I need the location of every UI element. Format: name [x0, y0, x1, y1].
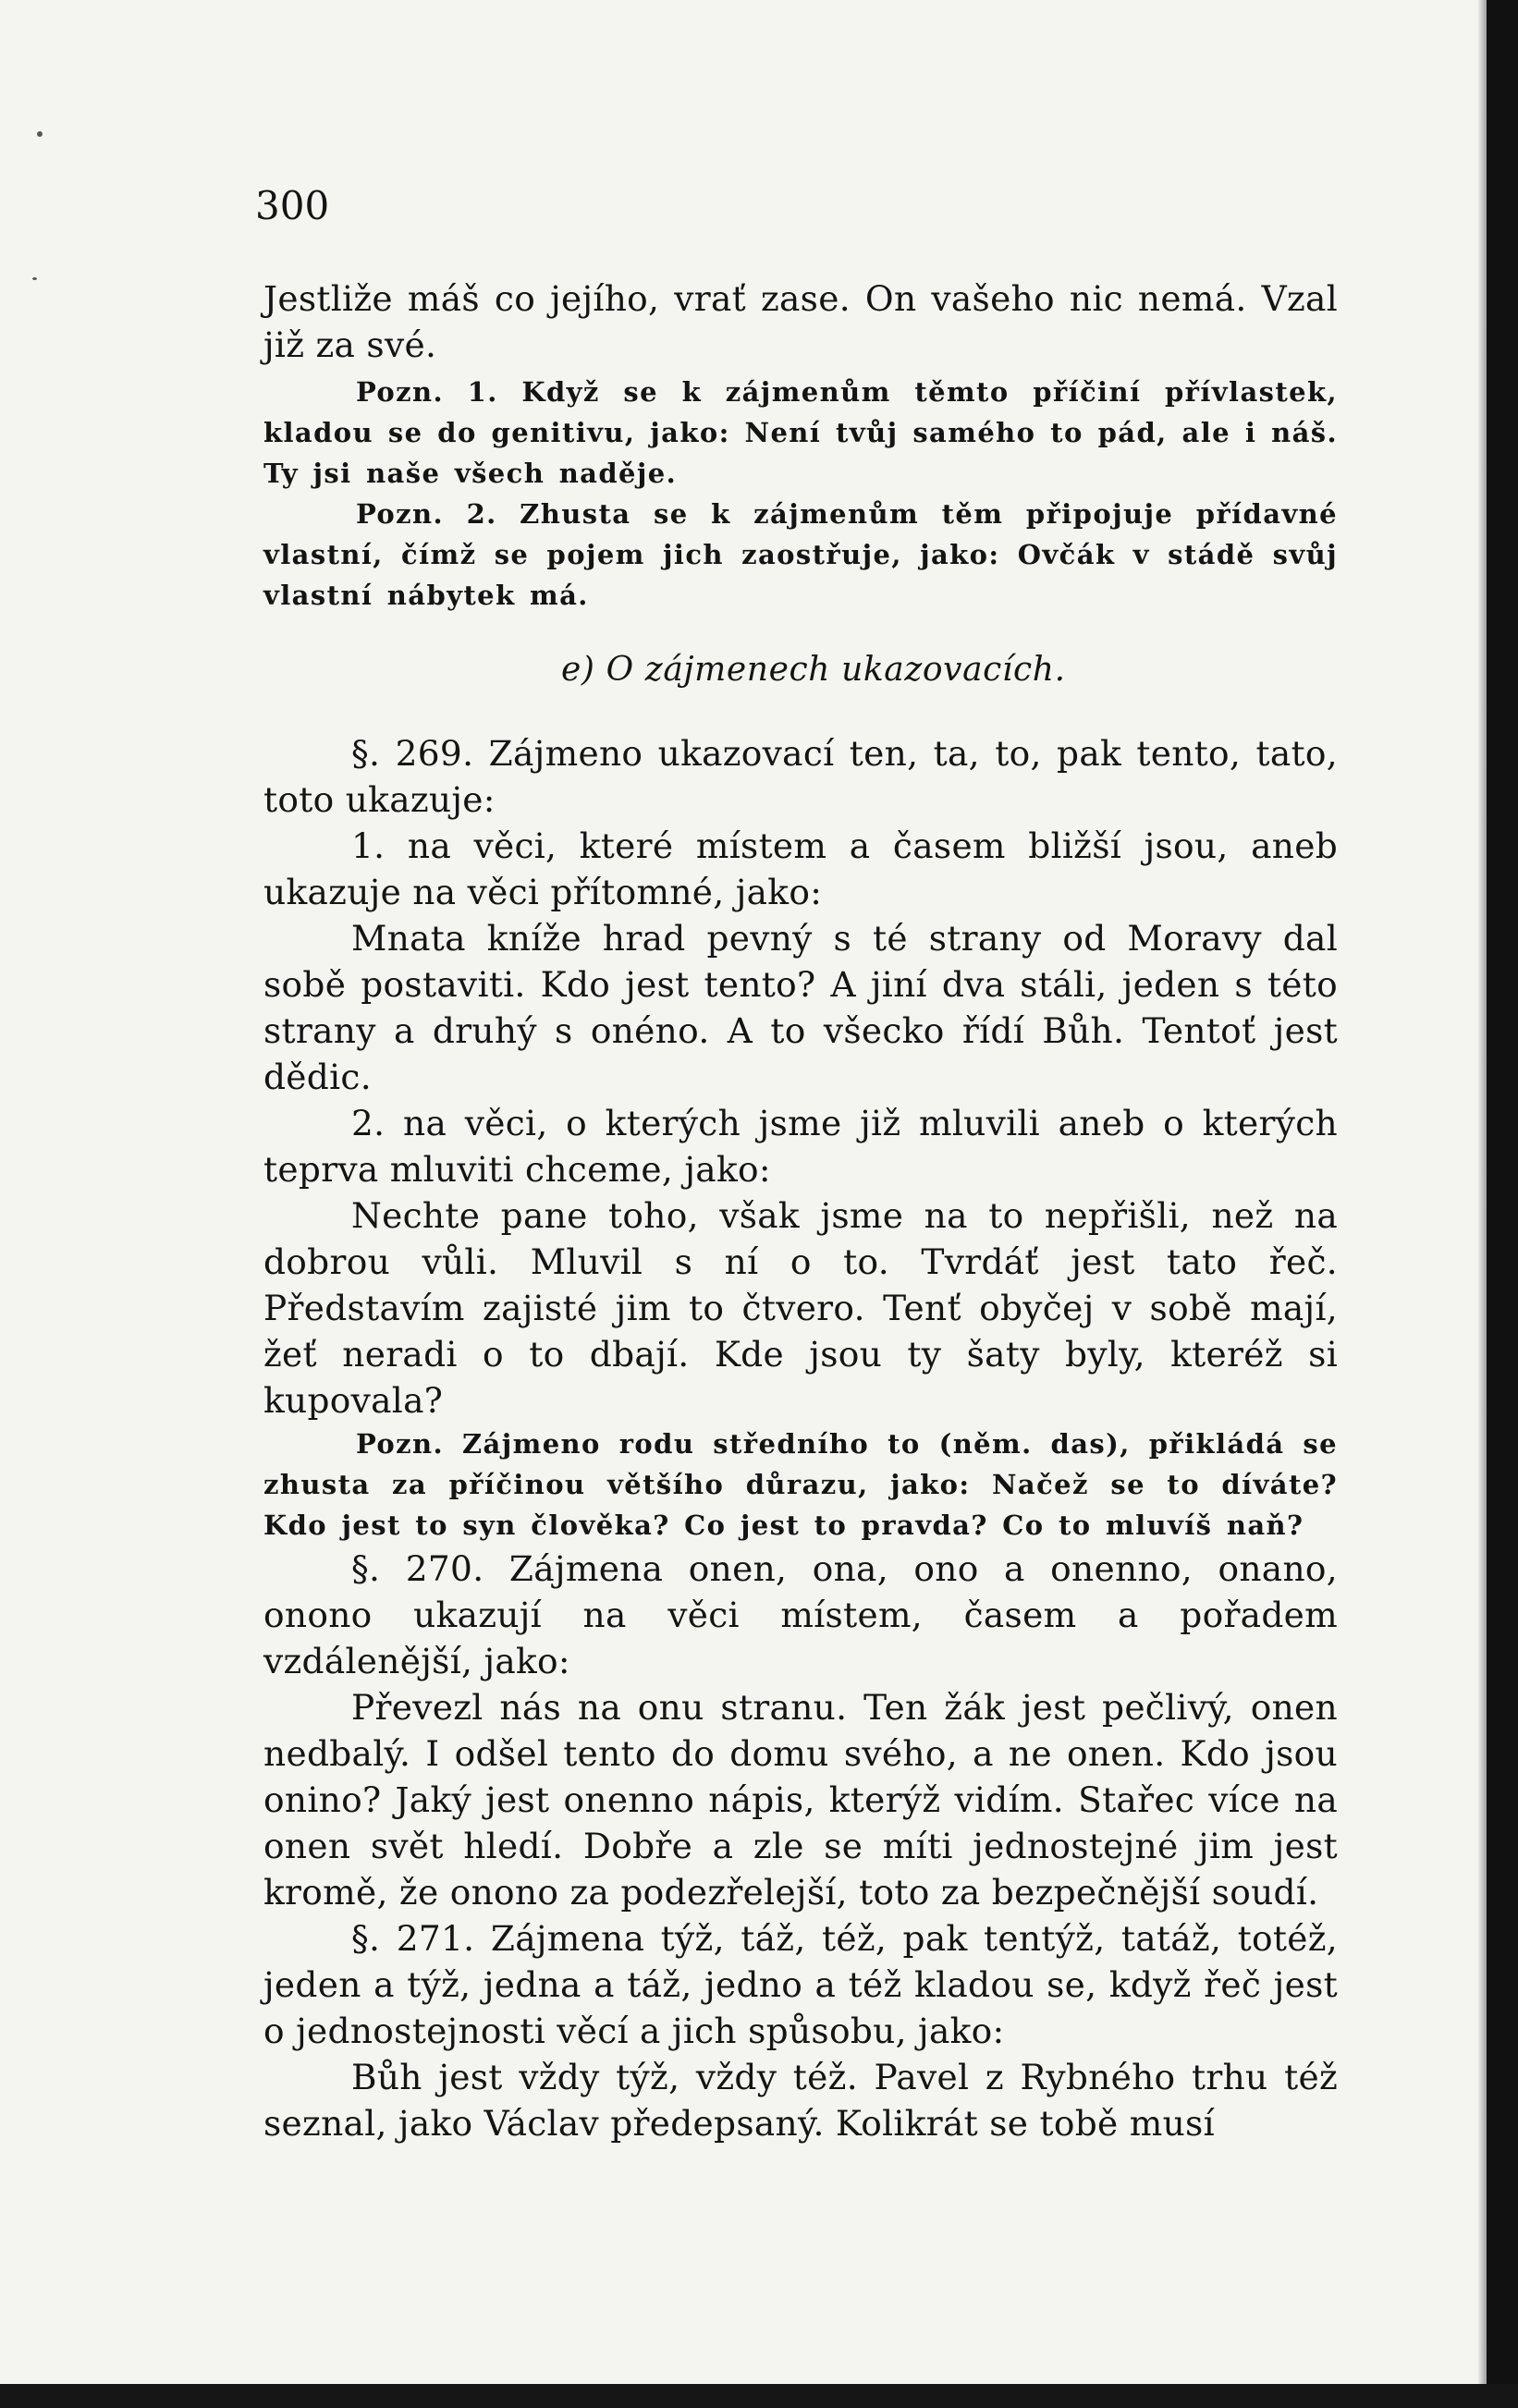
note-paragraph: Pozn. Zájmeno rodu středního to (něm. das), přikládá se zhusta za příčinou většího důrazu, jako: Načež se to díváte? Kdo jest to syn člověka? Co jest to pravda? Co to mluvíš naň?	[263, 1428, 1338, 1541]
scan-edge-bottom	[0, 2384, 1518, 2408]
section-paragraph: §. 271. Zájmena týž, táž, též, pak tentýž, tatáž, totéž, jeden a týž, jedna a táž, jedno a též kladou se, když řeč jest o jednostejnosti věcí a jich spůsobu, jako:	[263, 1918, 1338, 2051]
example-paragraph: Bůh jest vždy týž, vždy též. Pavel z Rybného trhu též seznal, jako Václav předepsaný. Kolikrát se tobě musí	[263, 2057, 1338, 2144]
scan-edge-right	[1487, 0, 1518, 2408]
note-paragraph: Pozn. 1. Když se k zájmenům těmto příčiní přívlastek, kladou se do genitivu, jako: Není tvůj samého to pád, ale i náš. Ty jsi naše všech naděje.	[263, 376, 1338, 489]
paragraph: Jestliže máš co jejího, vrať zase. On vašeho nic nemá. Vzal již za své.	[263, 278, 1338, 365]
example-paragraph: Mnata kníže hrad pevný s té strany od Moravy dal sobě postaviti. Kdo jest tento? A jiní dva stáli, jeden s této strany a druhý s onéno. A to všecko řídí Bůh. Tentoť jest dědic.	[263, 918, 1338, 1097]
scan-speck	[37, 131, 43, 137]
example-paragraph: Nechte pane toho, však jsme na to nepřišli, než na dobrou vůli. Mluvil s ní o to. Tvrdáť jest tato řeč. Představím zajisté jim to čtvero. Tenť obyčej v sobě mají, žeť neradi o to dbají. Kde jsou ty šaty byly, kteréž si kupovala?	[263, 1195, 1338, 1421]
section-paragraph: §. 269. Zájmeno ukazovací ten, ta, to, pak tento, tato, toto ukazuje:	[263, 733, 1338, 820]
example-paragraph: Převezl nás na onu stranu. Ten žák jest pečlivý, onen nedbalý. I odšel tento do domu svého, a ne onen. Kdo jsou onino? Jaký jest onenno nápis, kterýž vidím. Stařec více na onen svět hledí. Dobře a zle se míti jednostejné jim jest kromě, že onono za podezřelejší, toto za bezpečnější soudí.	[263, 1687, 1338, 1913]
section-heading: e) O zájmenech ukazovacích.	[561, 651, 1066, 689]
scan-speck	[32, 277, 37, 280]
page-body	[263, 275, 1338, 2146]
list-item: 1. na věci, které místem a časem bližší jsou, aneb ukazuje na věci přítomné, jako:	[263, 825, 1338, 912]
section-paragraph: §. 270. Zájmena onen, ona, ono a onenno, onano, onono ukazují na věci místem, časem a pořadem vzdálenější, jako:	[263, 1548, 1338, 1681]
page-number: 300	[255, 183, 330, 228]
note-paragraph: Pozn. 2. Zhusta se k zájmenům těm připojuje přídavné vlastní, čímž se pojem jich zaostřuje, jako: Ovčák v stádě svůj vlastní nábytek má.	[263, 498, 1338, 611]
list-item: 2. na věci, o kterých jsme již mluvili aneb o kterých teprva mluviti chceme, jako:	[263, 1103, 1338, 1190]
